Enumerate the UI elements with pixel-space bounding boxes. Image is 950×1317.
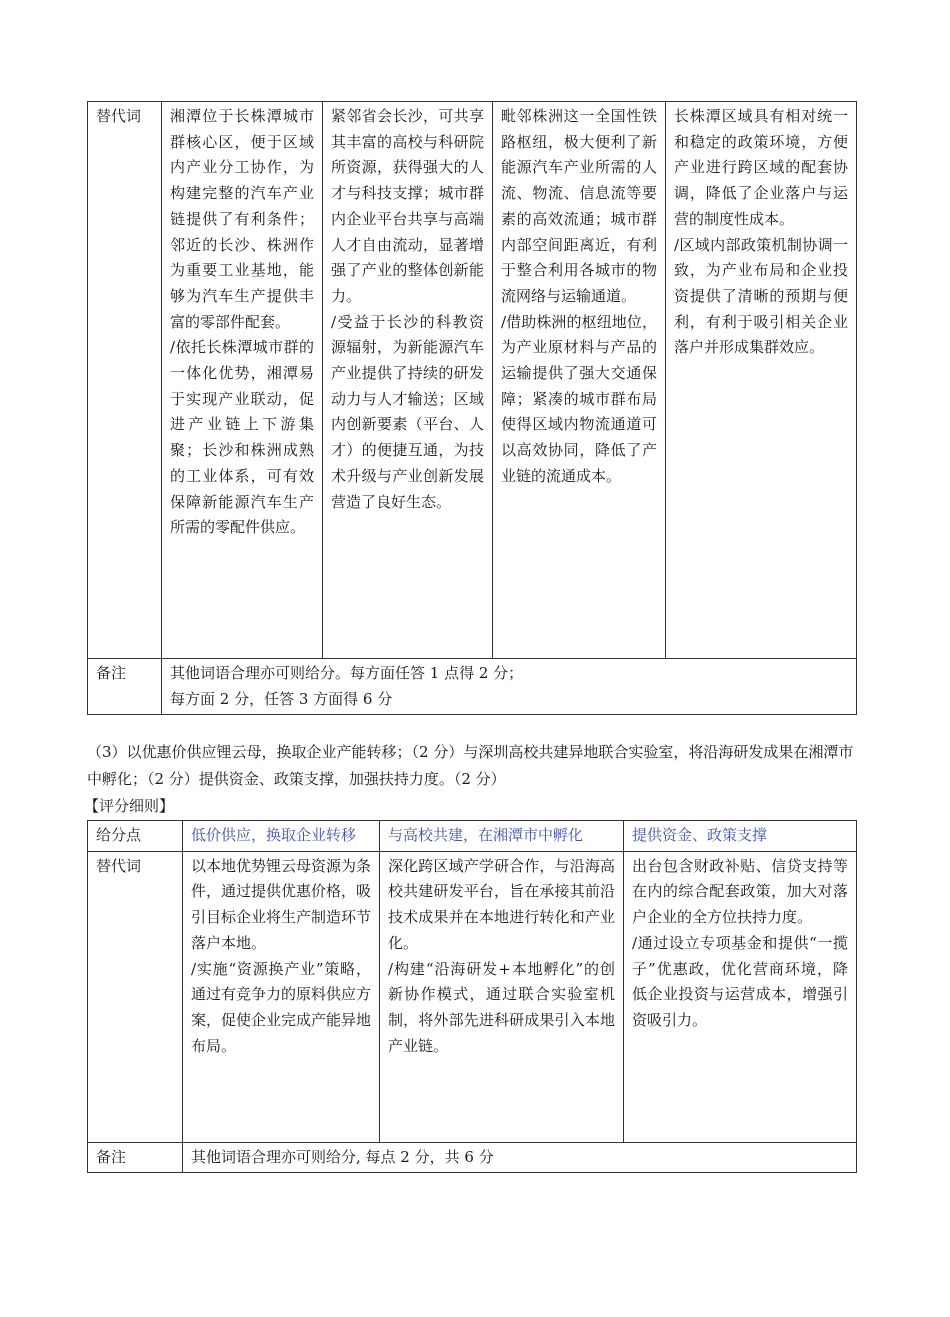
row-label: 替代词 xyxy=(96,107,142,125)
note-cell xyxy=(162,659,857,715)
row-label-cell xyxy=(88,1142,183,1173)
row-label: 替代词 xyxy=(96,856,142,875)
table-cell xyxy=(380,851,624,1142)
cell-text: 湘潭位于长株潭城市群核心区，便于区域内产业分工协作，为构建完整的汽车产业链提供了有利条件；邻近的长沙、株洲作为重要工业基地，能够为汽车生产提供丰富的零部件配套。 /依托长株潭城市群的一体化优势，湘潭易于实现产业联动，促进产业链上下游集聚；长沙和株洲成熟的工业体系，可有效保障新能源汽车生产所需的零配件供应。 xyxy=(170,107,314,537)
note-label: 备注 xyxy=(96,664,127,682)
cell-text: 出台包含财政补贴、信贷支持等在内的综合配套政策，加大对落户企业的全方位扶持力度。 /通过设立专项基金和提供“一揽子”优惠政，优化营商环境，降低企业投资与运营成本，增强引资吸引力。 xyxy=(632,856,848,1029)
table-cell xyxy=(624,851,857,1142)
note-label: 备注 xyxy=(96,1147,127,1166)
header-cell xyxy=(183,821,380,852)
row-label-cell xyxy=(88,102,162,659)
table-header-row xyxy=(88,821,857,852)
table-row xyxy=(88,1142,857,1173)
scoring-table-1 xyxy=(87,101,857,715)
cell-text: 以本地优势锂云母资源为条件，通过提供优惠价格，吸引目标企业将生产制造环节落户本地。 /实施“资源换产业”策略，通过有竞争力的原料供应方案，促使企业完成产能异地布局。 xyxy=(191,856,372,1055)
cell-text: 毗邻株洲这一全国性铁路枢纽，极大便利了新能源汽车产业所需的人流、物流、信息流等要素的高效流通；城市群内部空间距离近，有利于整合利用各城市的物流网络与运输通道。 /借助株洲的枢纽地位，为产业原材料与产品的运输提供了强大交通保障；紧凑的城市群布局使得区域内物流通道可以高效协同，降低了产业链的流通成本。 xyxy=(501,107,657,485)
table-row xyxy=(88,659,857,715)
header-label: 给分点 xyxy=(96,826,142,844)
note-line: 其他词语合理亦可则给分。每方面任答 1 点得 2 分； xyxy=(170,664,524,682)
header-text: 提供资金、政策支撑 xyxy=(632,826,768,844)
answer-paragraph: （3）以优惠价供应锂云母，换取企业产能转移；（2 分）与深圳高校共建异地联合实验室，将沿海研发成果在湘潭市中孵化；（2 分）提供资金、政策支撑，加强扶持力度。（2 分） xyxy=(87,743,854,788)
header-cell xyxy=(380,821,624,852)
table-cell xyxy=(162,102,323,659)
cell-text: 深化跨区域产学研合作，与沿海高校共建研发平台，旨在承接其前沿技术成果并在本地进行转化和产业化。 /构建“沿海研发+本地孵化”的创新协作模式，通过联合实验室机制，将外部先进科研成果引入本地产业链。 xyxy=(388,856,615,1055)
header-text: 与高校共建，在湘潭市中孵化 xyxy=(388,826,584,844)
table-cell xyxy=(666,102,857,659)
cell-text: 紧邻省会长沙，可共享其丰富的高校与科研院所资源，获得强大的人才与科技支撑；城市群内企业平台共享与高端人才自由流动，显著增强了产业的整体创新能力。 /受益于长沙的科教资源辐射，为新能源汽车产业提供了持续的研发动力与人才输送；区域内创新要素（平台、人才）的便捷互通，为技术升级与产业创新发展营造了良好生态。 xyxy=(331,107,484,511)
header-text: 低价供应，换取企业转移 xyxy=(191,826,357,844)
section-heading: 【评分细则】 xyxy=(84,797,175,815)
header-cell xyxy=(624,821,857,852)
note-line: 每方面 2 分，任答 3 方面得 6 分 xyxy=(170,689,393,708)
note-text: 其他词语合理亦可则给分, 每点 2 分，共 6 分 xyxy=(191,1147,494,1166)
scoring-table-2 xyxy=(87,820,857,1173)
table-cell xyxy=(323,102,493,659)
row-label-cell xyxy=(88,659,162,715)
note-cell xyxy=(183,1142,857,1173)
table-row xyxy=(88,851,857,1142)
table-cell xyxy=(493,102,666,659)
header-label-cell xyxy=(88,821,183,852)
cell-text: 长株潭区域具有相对统一和稳定的政策环境，方便产业进行跨区域的配套协调，降低了企业落户与运营的制度性成本。 /区域内部政策机制协调一致，为产业布局和企业投资提供了清晰的预期与便利，有利于吸引相关企业落户并形成集群效应。 xyxy=(674,107,848,357)
table-cell xyxy=(183,851,380,1142)
row-label-cell xyxy=(88,851,183,1142)
table-row xyxy=(88,102,857,659)
